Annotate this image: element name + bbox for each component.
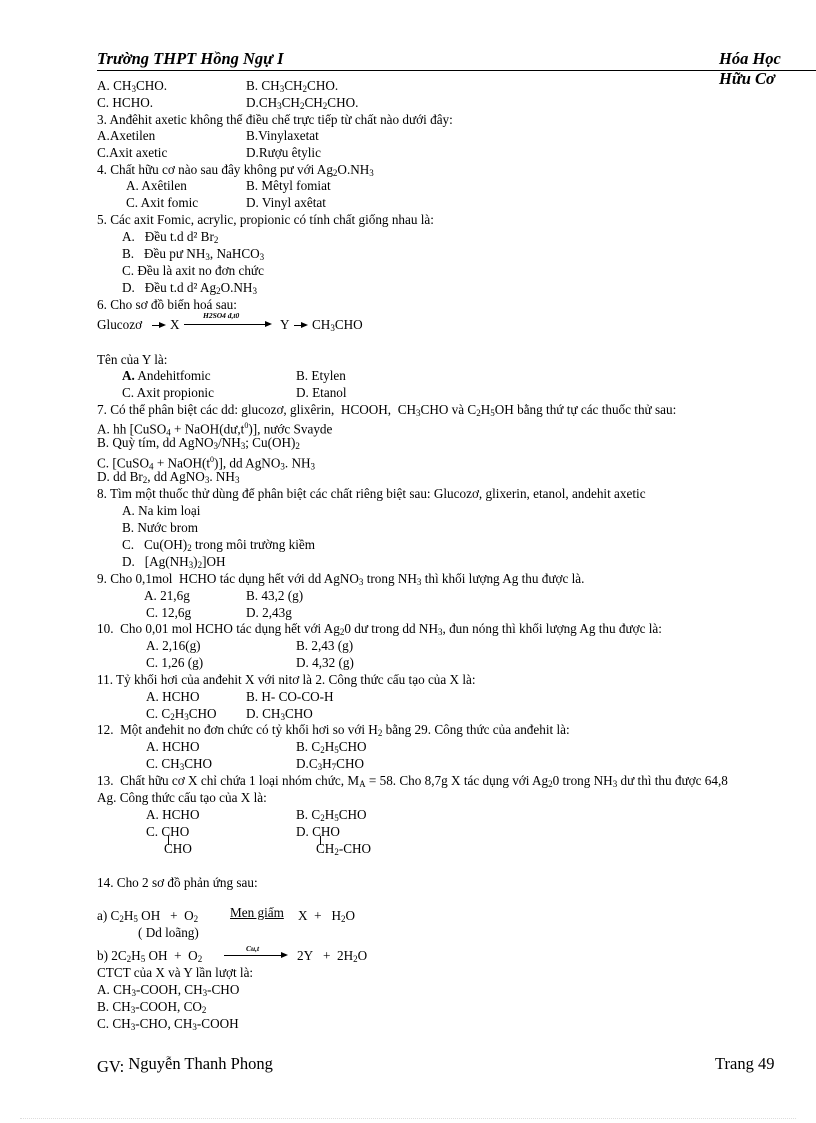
q3-option-d: D.Rượu êtylic bbox=[246, 145, 321, 160]
q12-question: 12. Một anđehit no đơn chức có tỷ khối hơi so với $H_2$ bằng 29. Công thức của anđehit là: bbox=[97, 722, 570, 738]
q4-option-a: A. Axêtilen bbox=[126, 178, 187, 193]
q8-option-c: C. $Cu(OH)_2$ trong môi trường kiềm bbox=[122, 537, 315, 553]
q11-option-a: A. HCHO bbox=[146, 689, 200, 704]
q14-eq-a-products: $X + H_2O$ bbox=[298, 908, 356, 924]
page-number: Trang 49 bbox=[715, 1054, 775, 1073]
q3-option-a: A.Axetilen bbox=[97, 128, 156, 143]
q14-option-c: C. $CH_3$-CHO, $CH_3$-COOH bbox=[97, 1016, 239, 1032]
q8-option-b: B. Nước brom bbox=[122, 520, 199, 535]
q9-option-a: A. 21,6g bbox=[144, 588, 190, 603]
q3-option-b: B.Vinylaxetat bbox=[246, 128, 319, 143]
bottom-dotted-line bbox=[20, 1118, 796, 1119]
q12-option-c: C. $CH_3CHO$ bbox=[146, 756, 213, 772]
q10-option-c: C. 1,26 (g) bbox=[146, 655, 204, 670]
q14-eq-a-condition: Men giấm bbox=[230, 905, 284, 920]
q13-option-d-2: $CH_2$-CHO bbox=[316, 841, 372, 857]
q6-scheme-end: $CH_3CHO$ bbox=[312, 317, 363, 333]
school-name: Trường THPT Hồng Ngự I bbox=[97, 49, 284, 68]
q2-option-d: $D.CH_3CH_2CH_2CHO$. bbox=[246, 95, 359, 111]
q12-option-a: A. HCHO bbox=[146, 739, 200, 754]
q6-scheme-start: Glucozơ bbox=[97, 317, 143, 332]
q4-question: 4. Chất hữu cơ nào sau đây không pư với $Ag_2O.NH_3$ bbox=[97, 162, 374, 178]
q5-option-a: A. Đều t.d d² $Br_2$ bbox=[122, 229, 219, 245]
q14-question: 14. Cho 2 sơ đồ phản ứng sau: bbox=[97, 875, 258, 890]
q2-option-b: B. $CH_3CH_2CHO$. bbox=[246, 78, 339, 94]
q9-option-d: D. 2,43g bbox=[246, 605, 292, 620]
q8-option-d: D. $[Ag(NH_3)_2]OH$ bbox=[122, 554, 226, 570]
q6-option-d: D. Etanol bbox=[296, 385, 347, 400]
q3-question: 3. Anđêhit axetic không thể điều chế trực tiếp từ chất nào dưới đây: bbox=[97, 112, 453, 127]
q8-question: 8. Tìm một thuốc thử dùng để phân biệt các chất riêng biệt sau: Glucozơ, glixerin, etanol, andehit axetic bbox=[97, 486, 646, 501]
q5-option-d: D. Đều t.d d² $Ag_2O.NH_3$ bbox=[122, 280, 257, 296]
q6-ask: Tên của Y là: bbox=[97, 352, 168, 367]
q13-question: 13. Chất hữu cơ X chỉ chứa 1 loại nhóm chức, $M_A = 58$. Cho 8,7g X tác dụng với $Ag_20$ trong $NH_3$ dư thì thu được 64,8 bbox=[97, 773, 728, 789]
q9-option-b: B. 43,2 (g) bbox=[246, 588, 304, 603]
q14-option-b: B. $CH_3$-COOH, $CO_2$ bbox=[97, 999, 207, 1015]
q12-option-d: $D.C_3H_7CHO$ bbox=[296, 756, 364, 772]
q12-option-b: B. $C_2H_5CHO$ bbox=[296, 739, 367, 755]
q14-eq-b-products: $2Y + 2H_2O$ bbox=[297, 948, 368, 964]
q13-option-a: A. HCHO bbox=[146, 807, 200, 822]
q13-option-c: C. CHO bbox=[146, 824, 190, 839]
q14-eq-b: b) $2C_2H_5$ OH + $O_2$ bbox=[97, 948, 203, 964]
q5-option-b: B. Đều pư $NH_3$, NaHCO$_3$ bbox=[122, 246, 265, 262]
q9-option-c: C. 12,6g bbox=[146, 605, 192, 620]
q5-option-c: C. Đều là axit no đơn chức bbox=[122, 263, 264, 278]
q14-eq-a-note: ( Dd loãng) bbox=[138, 925, 199, 940]
q7-option-a: A. hh [CuSO$_4$ + $NaOH(dư,t^0)$], nước Svayde bbox=[97, 421, 333, 438]
q10-option-b: B. 2,43 (g) bbox=[296, 638, 354, 653]
q4-option-b: B. Mêtyl fomiat bbox=[246, 178, 331, 193]
q7-option-b: B. Quỳ tím, dd $AgNO_3/NH_3$; $Cu(OH)_2$ bbox=[97, 435, 300, 451]
q11-option-c: C. $C_2H_3CHO$ bbox=[146, 706, 217, 722]
arrow-2 bbox=[184, 324, 270, 325]
q9-question: 9. Cho 0,1mol HCHO tác dụng hết với dd AgNO$_3$ trong $NH_3$ thì khối lượng Ag thu được là. bbox=[97, 571, 585, 587]
q14-option-a: A. $CH_3$-COOH, $CH_3$-CHO bbox=[97, 982, 240, 998]
q10-option-d: D. 4,32 (g) bbox=[296, 655, 354, 670]
q11-option-d: D. $CH_3CHO$ bbox=[246, 706, 313, 722]
q2-option-c: C. HCHO. bbox=[97, 95, 154, 110]
arrow-1 bbox=[152, 325, 164, 326]
teacher-name: GV: Nguyễn Thanh Phong bbox=[97, 1054, 273, 1076]
q6-scheme-y: Y bbox=[280, 317, 290, 332]
q7-option-c: C. [CuSO$_4$ + $NaOH(t^0)$], dd AgNO$_3$. $NH_3$ bbox=[97, 455, 316, 472]
q13-option-d: D. CHO bbox=[296, 824, 340, 839]
q13-option-c-2: CHO bbox=[164, 841, 192, 856]
q7-question: 7. Có thể phân biệt các dd: glucozơ, glixêrin, HCOOH, $CH_3CHO$ và $C_2H_5OH$ bằng thứ tự các thuốc thử sau: bbox=[97, 402, 677, 418]
q6-condition: H2SO4 đ,t0 bbox=[203, 311, 240, 320]
arrow-4 bbox=[224, 955, 286, 956]
q6-option-a: A. Andehitfomic bbox=[122, 368, 211, 383]
q5-question: 5. Các axit Fomic, acrylic, propionic có tính chất giống nhau là: bbox=[97, 212, 434, 227]
q2-option-a: A. $CH_3CHO$. bbox=[97, 78, 168, 94]
q11-question: 11. Tỷ khối hơi của anđehit X với nitơ là 2. Công thức cấu tạo của X là: bbox=[97, 672, 476, 687]
q14-ask: CTCT của X và Y lần lượt là: bbox=[97, 965, 254, 980]
q6-option-c: C. Axit propionic bbox=[122, 385, 214, 400]
q10-option-a: A. 2,16(g) bbox=[146, 638, 201, 653]
q6-question: 6. Cho sơ đồ biến hoá sau: bbox=[97, 297, 237, 312]
q13-option-b: B. $C_2H_5CHO$ bbox=[296, 807, 367, 823]
q6-scheme-x: X bbox=[170, 317, 180, 332]
subject-name: Hóa Học Hữu Cơ bbox=[719, 49, 781, 88]
q13-question-2: Ag. Công thức cấu tạo của X là: bbox=[97, 790, 267, 805]
q7-option-d: D. dd $Br_2$, dd AgNO$_3$. $NH_3$ bbox=[97, 469, 240, 485]
q10-question: 10. Cho 0,01 mol HCHO tác dụng hết với $Ag_20$ dư trong dd $NH_3$, đun nóng thì khối lượng Ag thu được là: bbox=[97, 621, 662, 637]
q6-option-b: B. Etylen bbox=[296, 368, 346, 383]
q11-option-b: B. H- CO-CO-H bbox=[246, 689, 334, 704]
q14-eq-a: a) $C_2H_5$ OH + $O_2$ bbox=[97, 908, 199, 924]
q3-option-c: C.Axit axetic bbox=[97, 145, 168, 160]
q4-option-d: D. Vinyl axêtat bbox=[246, 195, 326, 210]
q14-eq-b-condition: Cu,t bbox=[246, 944, 260, 953]
q8-option-a: A. Na kim loại bbox=[122, 503, 201, 518]
arrow-3 bbox=[294, 325, 306, 326]
q4-option-c: C. Axit fomic bbox=[126, 195, 199, 210]
